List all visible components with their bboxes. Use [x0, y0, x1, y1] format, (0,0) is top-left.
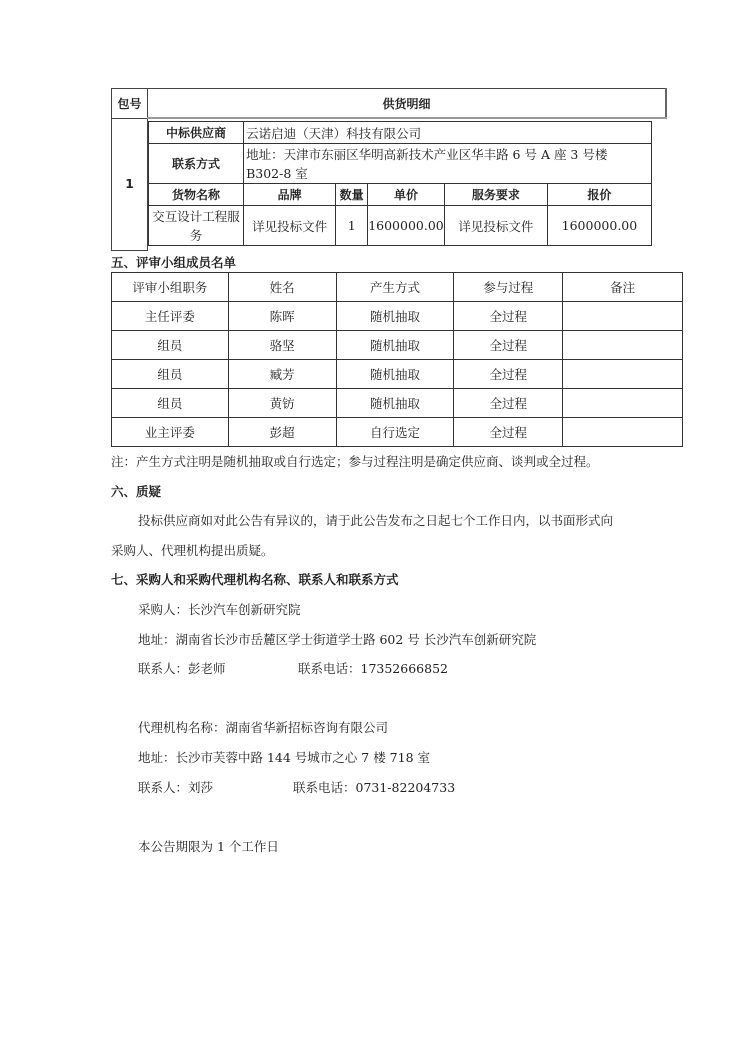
col-service: 服务要求	[444, 184, 547, 206]
col-unit-price: 单价	[368, 184, 445, 206]
cell-name: 黄钫	[228, 389, 336, 418]
supply-detail-table	[148, 121, 652, 246]
cell-name: 臧芳	[228, 360, 336, 389]
purchaser-phone: 联系电话：17352666852	[298, 661, 448, 676]
detail-header: 供货明细	[148, 89, 667, 119]
cell-goods-name: 交互设计工程服务	[149, 206, 244, 246]
agency-phone: 联系电话：0731-82204733	[293, 780, 456, 795]
agency-contact: 联系人：刘莎	[138, 780, 214, 795]
section7-title: 七、采购人和采购代理机构名称、联系人和联系方式	[111, 572, 399, 587]
col-brand: 品牌	[244, 184, 336, 206]
cell-process: 全过程	[454, 302, 563, 331]
cell-method: 自行选定	[336, 418, 454, 447]
package-header: 包号	[112, 89, 148, 119]
agency-name: 代理机构名称：湖南省华新招标咨询有限公司	[138, 720, 389, 735]
cell-process: 全过程	[454, 389, 563, 418]
section6-title: 六、质疑	[111, 484, 162, 499]
cell-remark	[563, 302, 683, 331]
purchaser-contact: 联系人：彭老师	[138, 661, 226, 676]
purchaser-name: 采购人：长沙汽车创新研究院	[138, 602, 301, 617]
supply-table	[111, 88, 667, 251]
table-row	[112, 302, 683, 331]
cell-remark	[563, 360, 683, 389]
cell-remark	[563, 389, 683, 418]
cell-remark	[563, 331, 683, 360]
col-remark: 备注	[563, 273, 683, 302]
winner-label: 中标供应商	[149, 122, 244, 144]
cell-brand: 详见投标文件	[244, 206, 336, 246]
col-quote: 报价	[547, 184, 651, 206]
cell-process: 全过程	[454, 360, 563, 389]
section5-note: 注：产生方式注明是随机抽取或自行选定；参与过程注明是确定供应商、谈判或全过程。	[111, 454, 599, 469]
cell-process: 全过程	[454, 418, 563, 447]
table-row	[112, 331, 683, 360]
announcement-period: 本公告期限为 1 个工作日	[138, 839, 279, 854]
table-row	[112, 273, 683, 302]
package-number: 1	[112, 118, 148, 250]
cell-method: 随机抽取	[336, 331, 454, 360]
cell-remark	[563, 418, 683, 447]
contact-value	[244, 144, 652, 184]
section6-line2: 采购人、代理机构提出质疑。	[111, 543, 274, 558]
cell-unit-price: 1600000.00	[368, 206, 445, 246]
col-goods-name: 货物名称	[149, 184, 244, 206]
contact-address-line2: B302-8 室	[246, 165, 308, 181]
cell-method: 随机抽取	[336, 302, 454, 331]
table-row	[112, 360, 683, 389]
cell-quote: 1600000.00	[547, 206, 651, 246]
contact-address-line1: 地址：天津市东丽区华明高新技术产业区华丰路 6 号 A 座 3 号楼	[246, 146, 608, 162]
table-row	[112, 418, 683, 447]
cell-name: 陈晖	[228, 302, 336, 331]
section5-title: 五、评审小组成员名单	[111, 255, 237, 270]
col-process: 参与过程	[454, 273, 563, 302]
cell-role: 组员	[112, 389, 229, 418]
cell-quantity: 1	[336, 206, 368, 246]
section6-line1: 投标供应商如对此公告有异议的，请于此公告发布之日起七个工作日内，以书面形式向	[138, 513, 614, 528]
purchaser-address: 地址：湖南省长沙市岳麓区学士街道学士路 602 号 长沙汽车创新研究院	[138, 632, 537, 647]
col-quantity: 数量	[336, 184, 368, 206]
cell-method: 随机抽取	[336, 360, 454, 389]
col-role: 评审小组职务	[112, 273, 229, 302]
table-row	[112, 389, 683, 418]
winner-value: 云诺启迪（天津）科技有限公司	[244, 122, 652, 144]
cell-service: 详见投标文件	[444, 206, 547, 246]
cell-name: 彭超	[228, 418, 336, 447]
cell-name: 骆坚	[228, 331, 336, 360]
cell-role: 主任评委	[112, 302, 229, 331]
cell-role: 业主评委	[112, 418, 229, 447]
cell-method: 随机抽取	[336, 389, 454, 418]
cell-role: 组员	[112, 331, 229, 360]
cell-process: 全过程	[454, 331, 563, 360]
contact-label: 联系方式	[149, 144, 244, 184]
review-panel-table	[111, 272, 683, 447]
cell-role: 组员	[112, 360, 229, 389]
col-name: 姓名	[228, 273, 336, 302]
col-method: 产生方式	[336, 273, 454, 302]
agency-address: 地址：长沙市芙蓉中路 144 号城市之心 7 楼 718 室	[138, 750, 431, 765]
